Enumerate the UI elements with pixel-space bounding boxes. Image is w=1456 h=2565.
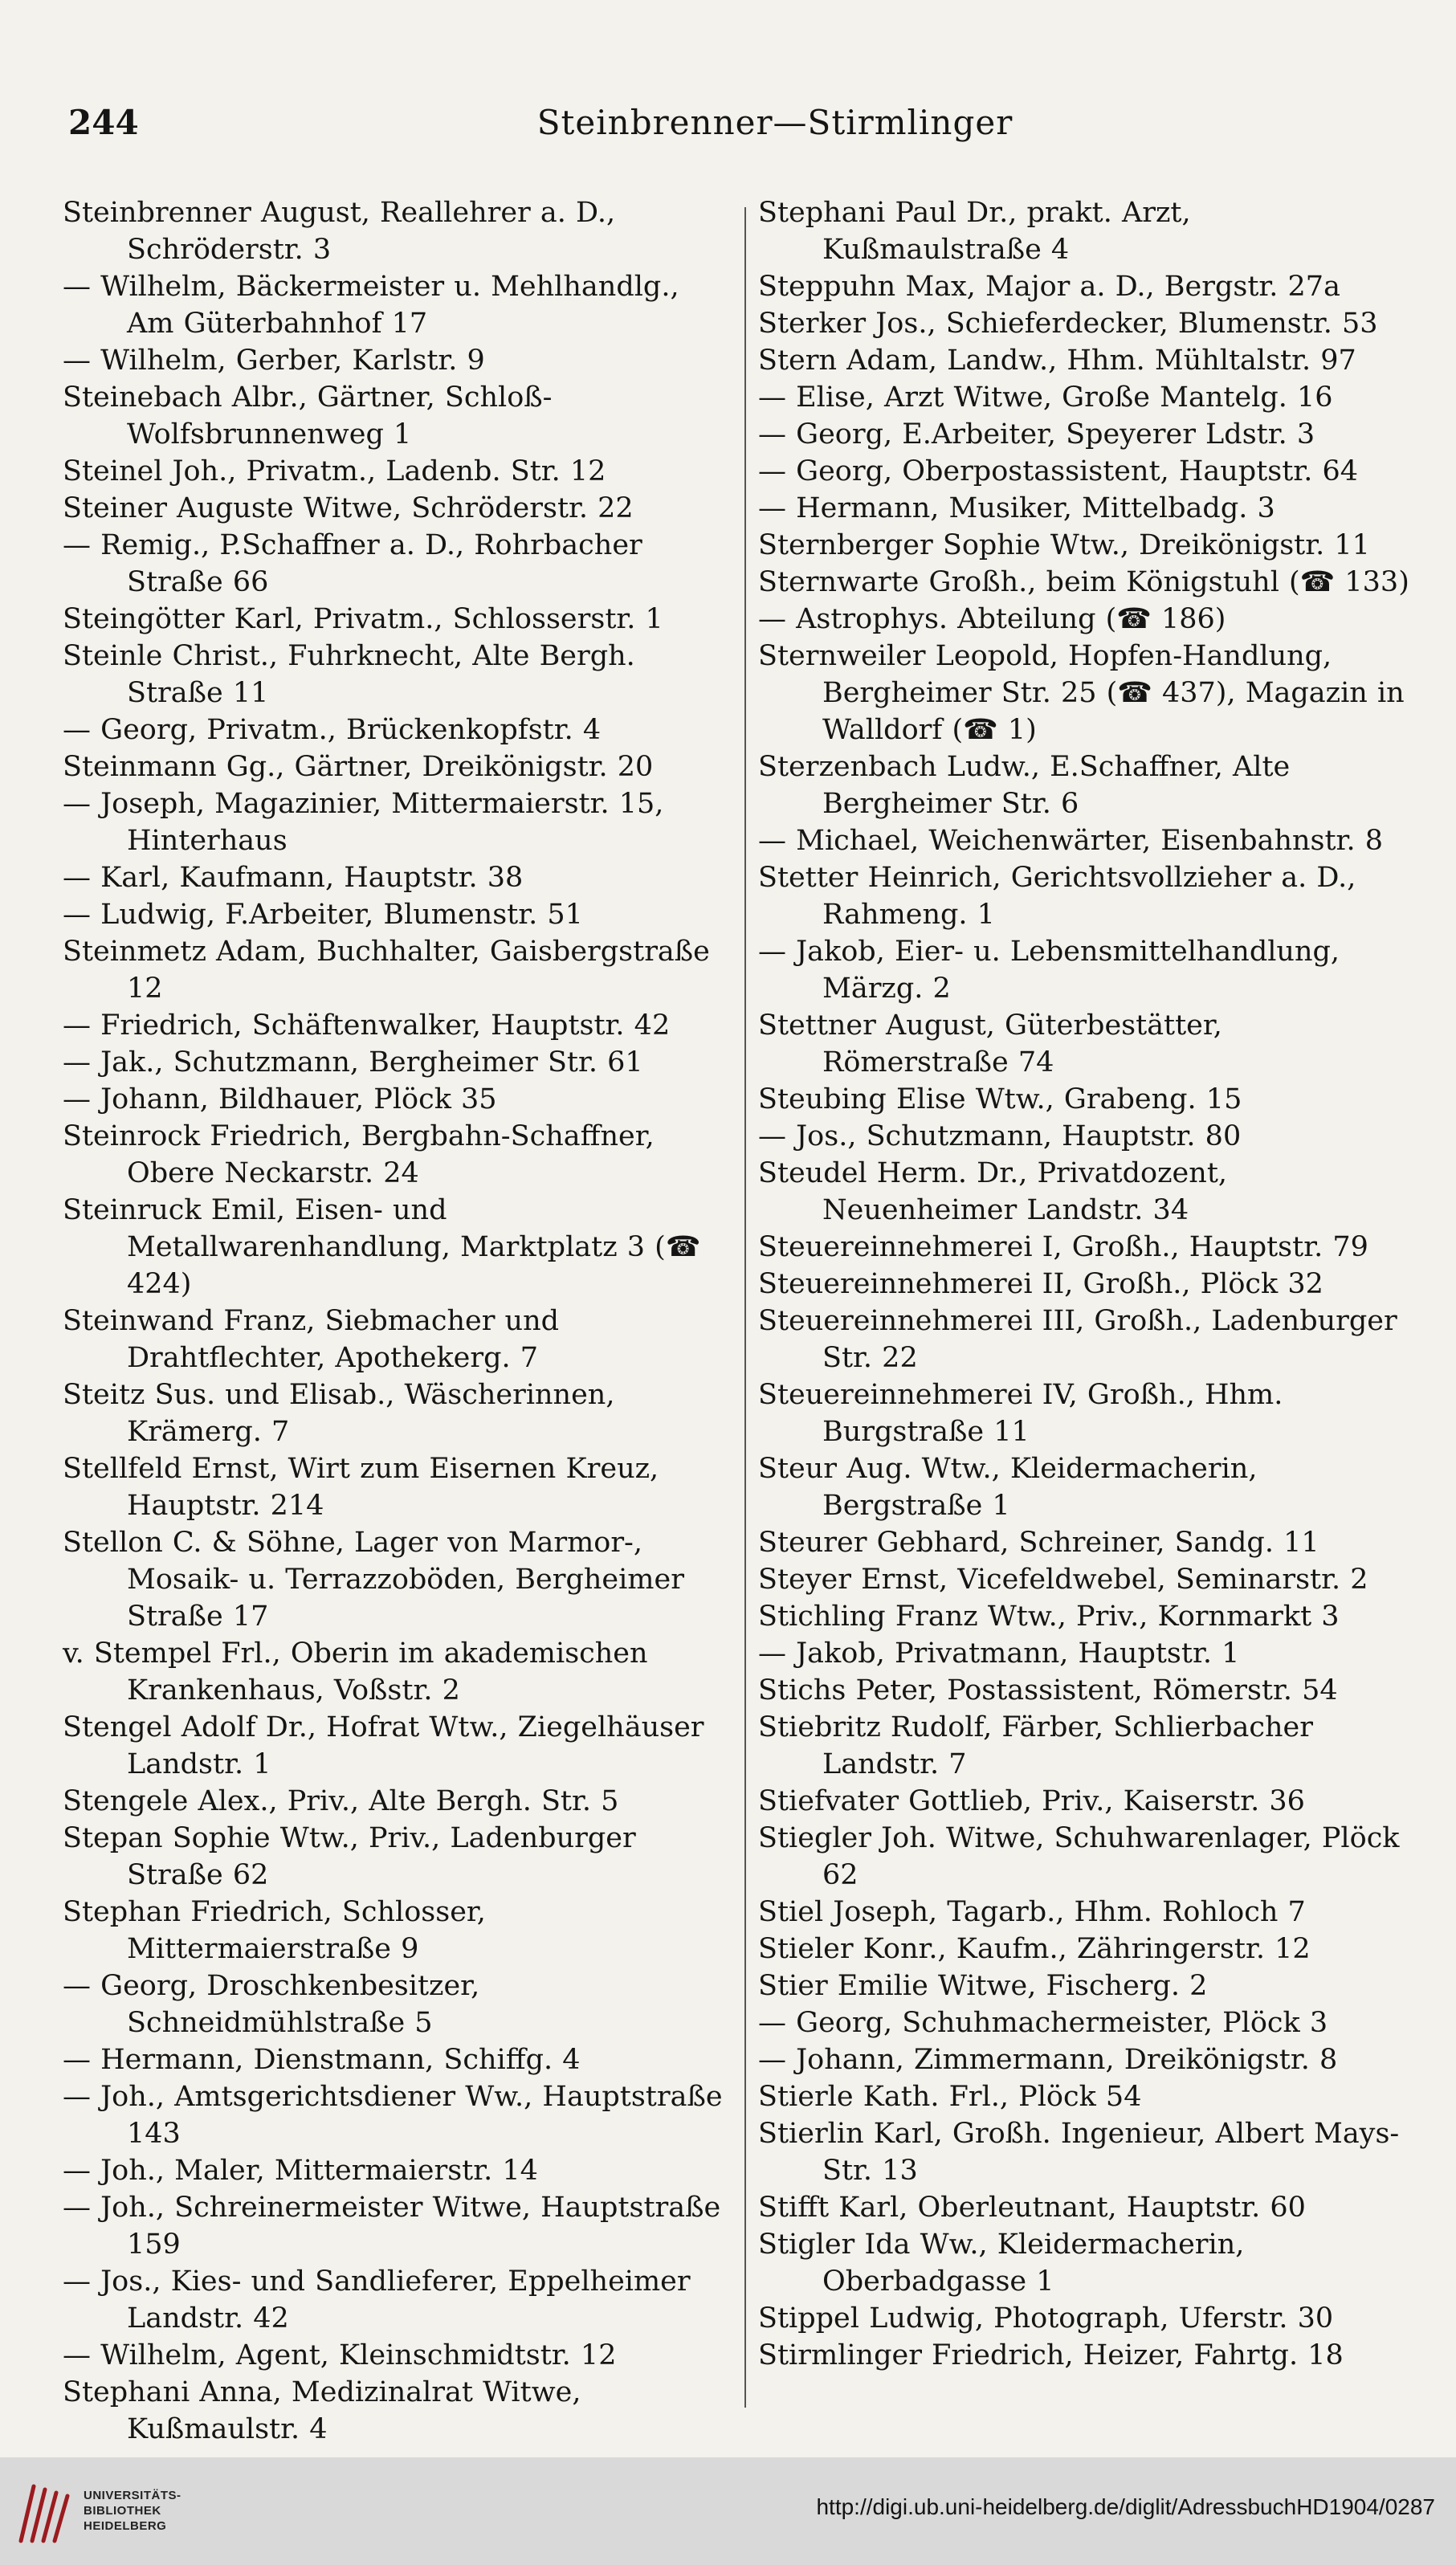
- directory-entry: Steitz Sus. und Elisab., Wäscherinnen, Krämerg. 7: [63, 1379, 615, 1448]
- directory-entry: — Jos., Kies- und Sandlieferer, Eppelheimer Landstr. 42: [63, 2265, 691, 2335]
- directory-entry: — Georg, Droschkenbesitzer, Schneidmühlstraße 5: [63, 1970, 480, 2039]
- directory-entry: Steinmann Gg., Gärtner, Dreikönigstr. 20: [63, 751, 654, 783]
- source-url-link[interactable]: http://digi.ub.uni-heidelberg.de/diglit/AdressbuchHD1904/0287: [816, 2494, 1435, 2519]
- directory-entry: Sterzenbach Ludw., E.Schaffner, Alte Bergheimer Str. 6: [758, 751, 1291, 820]
- directory-entry: Stetter Heinrich, Gerichtsvollzieher a. D., Rahmeng. 1: [758, 862, 1356, 931]
- directory-entry: Stippel Ludwig, Photograph, Uferstr. 30: [758, 2302, 1334, 2335]
- directory-entry: Steinbrenner August, Reallehrer a. D., Schröderstr. 3: [63, 197, 616, 266]
- directory-entry: — Joseph, Magazinier, Mittermaierstr. 15, Hinterhaus: [63, 788, 664, 857]
- directory-entry: Steiner Auguste Witwe, Schröderstr. 22: [63, 492, 634, 524]
- directory-entry: — Jakob, Privatmann, Hauptstr. 1: [758, 1637, 1240, 1670]
- directory-entry: — Johann, Zimmermann, Dreikönigstr. 8: [758, 2044, 1338, 2076]
- directory-entry: Stier Emilie Witwe, Fischerg. 2: [758, 1970, 1208, 2002]
- directory-entry: Stichs Peter, Postassistent, Römerstr. 54: [758, 1674, 1338, 1707]
- directory-entry: — Karl, Kaufmann, Hauptstr. 38: [63, 862, 524, 894]
- directory-entry: Stiebritz Rudolf, Färber, Schlierbacher Landstr. 7: [758, 1711, 1314, 1780]
- directory-entry: Steingötter Karl, Privatm., Schlosserstr. 1: [63, 603, 663, 635]
- directory-entry: Stephani Paul Dr., prakt. Arzt, Kußmaulstraße 4: [758, 197, 1191, 266]
- directory-entry: — Wilhelm, Gerber, Karlstr. 9: [63, 345, 485, 377]
- directory-entry: — Friedrich, Schäftenwalker, Hauptstr. 42: [63, 1009, 671, 1042]
- directory-entry: — Joh., Maler, Mittermaierstr. 14: [63, 2155, 538, 2187]
- directory-entry: Stellfeld Ernst, Wirt zum Eisernen Kreuz, Hauptstr. 214: [63, 1453, 659, 1522]
- directory-entry: — Georg, Oberpostassistent, Hauptstr. 64: [758, 455, 1358, 487]
- directory-entry: Stirmlinger Friedrich, Heizer, Fahrtg. 18: [758, 2339, 1344, 2371]
- library-logo-icon: [14, 2478, 75, 2546]
- directory-entry: Stellon C. & Söhne, Lager von Marmor-, Mosaik- u. Terrazzoböden, Bergheimer Straße 17: [63, 1527, 684, 1633]
- library-logo[interactable]: [14, 2473, 223, 2551]
- directory-entry: Steinmetz Adam, Buchhalter, Gaisbergstraße 12: [63, 936, 710, 1005]
- directory-entry: — Remig., P.Schaffner a. D., Rohrbacher Straße 66: [63, 529, 642, 598]
- directory-entry: Stephani Anna, Medizinalrat Witwe, Kußmaulstr. 4: [63, 2376, 581, 2445]
- directory-entry: Steuereinnehmerei IV, Großh., Hhm. Burgstraße 11: [758, 1379, 1283, 1448]
- directory-entry: Steuereinnehmerei III, Großh., Ladenburger Str. 22: [758, 1305, 1397, 1374]
- directory-entry: Stepan Sophie Wtw., Priv., Ladenburger Straße 62: [63, 1822, 636, 1891]
- directory-entry: — Ludwig, F.Arbeiter, Blumenstr. 51: [63, 899, 583, 931]
- directory-entry: Stiegler Joh. Witwe, Schuhwarenlager, Plöck 62: [758, 1822, 1400, 1891]
- directory-entry: — Georg, Privatm., Brückenkopfstr. 4: [63, 714, 602, 746]
- page-title: Steinbrenner—Stirmlinger: [536, 103, 1013, 142]
- directory-entry: Stengele Alex., Priv., Alte Bergh. Str. 5: [63, 1785, 619, 1817]
- directory-entry: — Hermann, Musiker, Mittelbadg. 3: [758, 492, 1275, 524]
- directory-entry: Steuereinnehmerei II, Großh., Plöck 32: [758, 1268, 1323, 1300]
- directory-entry: — Elise, Arzt Witwe, Große Mantelg. 16: [758, 381, 1333, 414]
- left-column: [63, 194, 729, 2445]
- directory-entry: — Wilhelm, Agent, Kleinschmidtstr. 12: [63, 2339, 617, 2371]
- directory-entry: Steinwand Franz, Siebmacher und Drahtflechter, Apothekerg. 7: [63, 1305, 560, 1374]
- directory-entry: — Astrophys. Abteilung (☎ 186): [758, 603, 1226, 635]
- directory-entry: Steurer Gebhard, Schreiner, Sandg. 11: [758, 1527, 1319, 1559]
- directory-entry: Stern Adam, Landw., Hhm. Mühltalstr. 97: [758, 345, 1356, 377]
- directory-entry: — Wilhelm, Bäckermeister u. Mehlhandlg., Am Güterbahnhof 17: [63, 271, 679, 340]
- directory-entry: Stierlin Karl, Großh. Ingenieur, Albert Mays-Str. 13: [758, 2118, 1400, 2187]
- directory-entry: Steppuhn Max, Major a. D., Bergstr. 27a: [758, 271, 1340, 303]
- directory-entry: — Jakob, Eier- u. Lebensmittelhandlung, Märzg. 2: [758, 936, 1340, 1005]
- directory-entry: — Hermann, Dienstmann, Schiffg. 4: [63, 2044, 581, 2076]
- directory-entry: Sternberger Sophie Wtw., Dreikönigstr. 11: [758, 529, 1370, 561]
- directory-entry: Steudel Herm. Dr., Privatdozent, Neuenheimer Landstr. 34: [758, 1157, 1228, 1226]
- directory-entry: — Georg, Schuhmachermeister, Plöck 3: [758, 2007, 1328, 2039]
- directory-entry: Sternwarte Großh., beim Königstuhl (☎ 133): [758, 566, 1409, 598]
- directory-entry: — Joh., Schreinermeister Witwe, Hauptstraße 159: [63, 2192, 721, 2261]
- directory-entry: Stichling Franz Wtw., Priv., Kornmarkt 3: [758, 1601, 1340, 1633]
- directory-entry: Sterker Jos., Schieferdecker, Blumenstr. 53: [758, 308, 1378, 340]
- library-logo-text: UNIVERSITÄTS- BIBLIOTHEK HEIDELBERG: [84, 2489, 181, 2533]
- directory-entry: Steinebach Albr., Gärtner, Schloß-Wolfsbrunnenweg 1: [63, 381, 553, 451]
- directory-entry: — Johann, Bildhauer, Plöck 35: [63, 1083, 497, 1115]
- directory-entry: — Jak., Schutzmann, Bergheimer Str. 61: [63, 1046, 643, 1079]
- directory-entry: Steinruck Emil, Eisen- und Metallwarenhandlung, Marktplatz 3 (☎ 424): [63, 1194, 701, 1300]
- directory-entry: — Michael, Weichenwärter, Eisenbahnstr. 8: [758, 825, 1383, 857]
- page-number: 244: [68, 103, 139, 142]
- column-divider: [744, 207, 746, 2408]
- directory-entry: Stiefvater Gottlieb, Priv., Kaiserstr. 36: [758, 1785, 1305, 1817]
- directory-entry: Sternweiler Leopold, Hopfen-Handlung, Bergheimer Str. 25 (☎ 437), Magazin in Walldorf (☎ 1): [758, 640, 1405, 746]
- directory-entry: Steur Aug. Wtw., Kleidermacherin, Bergstraße 1: [758, 1453, 1258, 1522]
- directory-entry: — Georg, E.Arbeiter, Speyerer Ldstr. 3: [758, 418, 1315, 451]
- directory-entry: Stettner August, Güterbestätter, Römerstraße 74: [758, 1009, 1222, 1079]
- directory-entry: Stiel Joseph, Tagarb., Hhm. Rohloch 7: [758, 1896, 1306, 1928]
- running-head: [68, 103, 1434, 151]
- directory-entry: Steuereinnehmerei I, Großh., Hauptstr. 79: [758, 1231, 1368, 1263]
- directory-entry: Steinrock Friedrich, Bergbahn-Schaffner, Obere Neckarstr. 24: [63, 1120, 655, 1189]
- directory-entry: Steubing Elise Wtw., Grabeng. 15: [758, 1083, 1242, 1115]
- directory-entry: Steinel Joh., Privatm., Ladenb. Str. 12: [63, 455, 606, 487]
- directory-entry: Stifft Karl, Oberleutnant, Hauptstr. 60: [758, 2192, 1306, 2224]
- directory-entry: — Jos., Schutzmann, Hauptstr. 80: [758, 1120, 1242, 1152]
- directory-entry: Steyer Ernst, Vicefeldwebel, Seminarstr. 2: [758, 1564, 1368, 1596]
- directory-entry: v. Stempel Frl., Oberin im akademischen Krankenhaus, Voßstr. 2: [63, 1637, 648, 1707]
- directory-entry: Steinle Christ., Fuhrknecht, Alte Bergh. Straße 11: [63, 640, 635, 709]
- right-column: [758, 194, 1415, 2411]
- directory-entry: Stigler Ida Ww., Kleidermacherin, Oberbadgasse 1: [758, 2229, 1245, 2298]
- footer-bar: [0, 2457, 1456, 2565]
- directory-entry: Stephan Friedrich, Schlosser, Mittermaierstraße 9: [63, 1896, 486, 1965]
- directory-entry: Stierle Kath. Frl., Plöck 54: [758, 2081, 1142, 2113]
- directory-entry: Stieler Konr., Kaufm., Zähringerstr. 12: [758, 1933, 1311, 1965]
- directory-entry: Stengel Adolf Dr., Hofrat Wtw., Ziegelhäuser Landstr. 1: [63, 1711, 704, 1780]
- directory-entry: — Joh., Amtsgerichtsdiener Ww., Hauptstraße 143: [63, 2081, 723, 2150]
